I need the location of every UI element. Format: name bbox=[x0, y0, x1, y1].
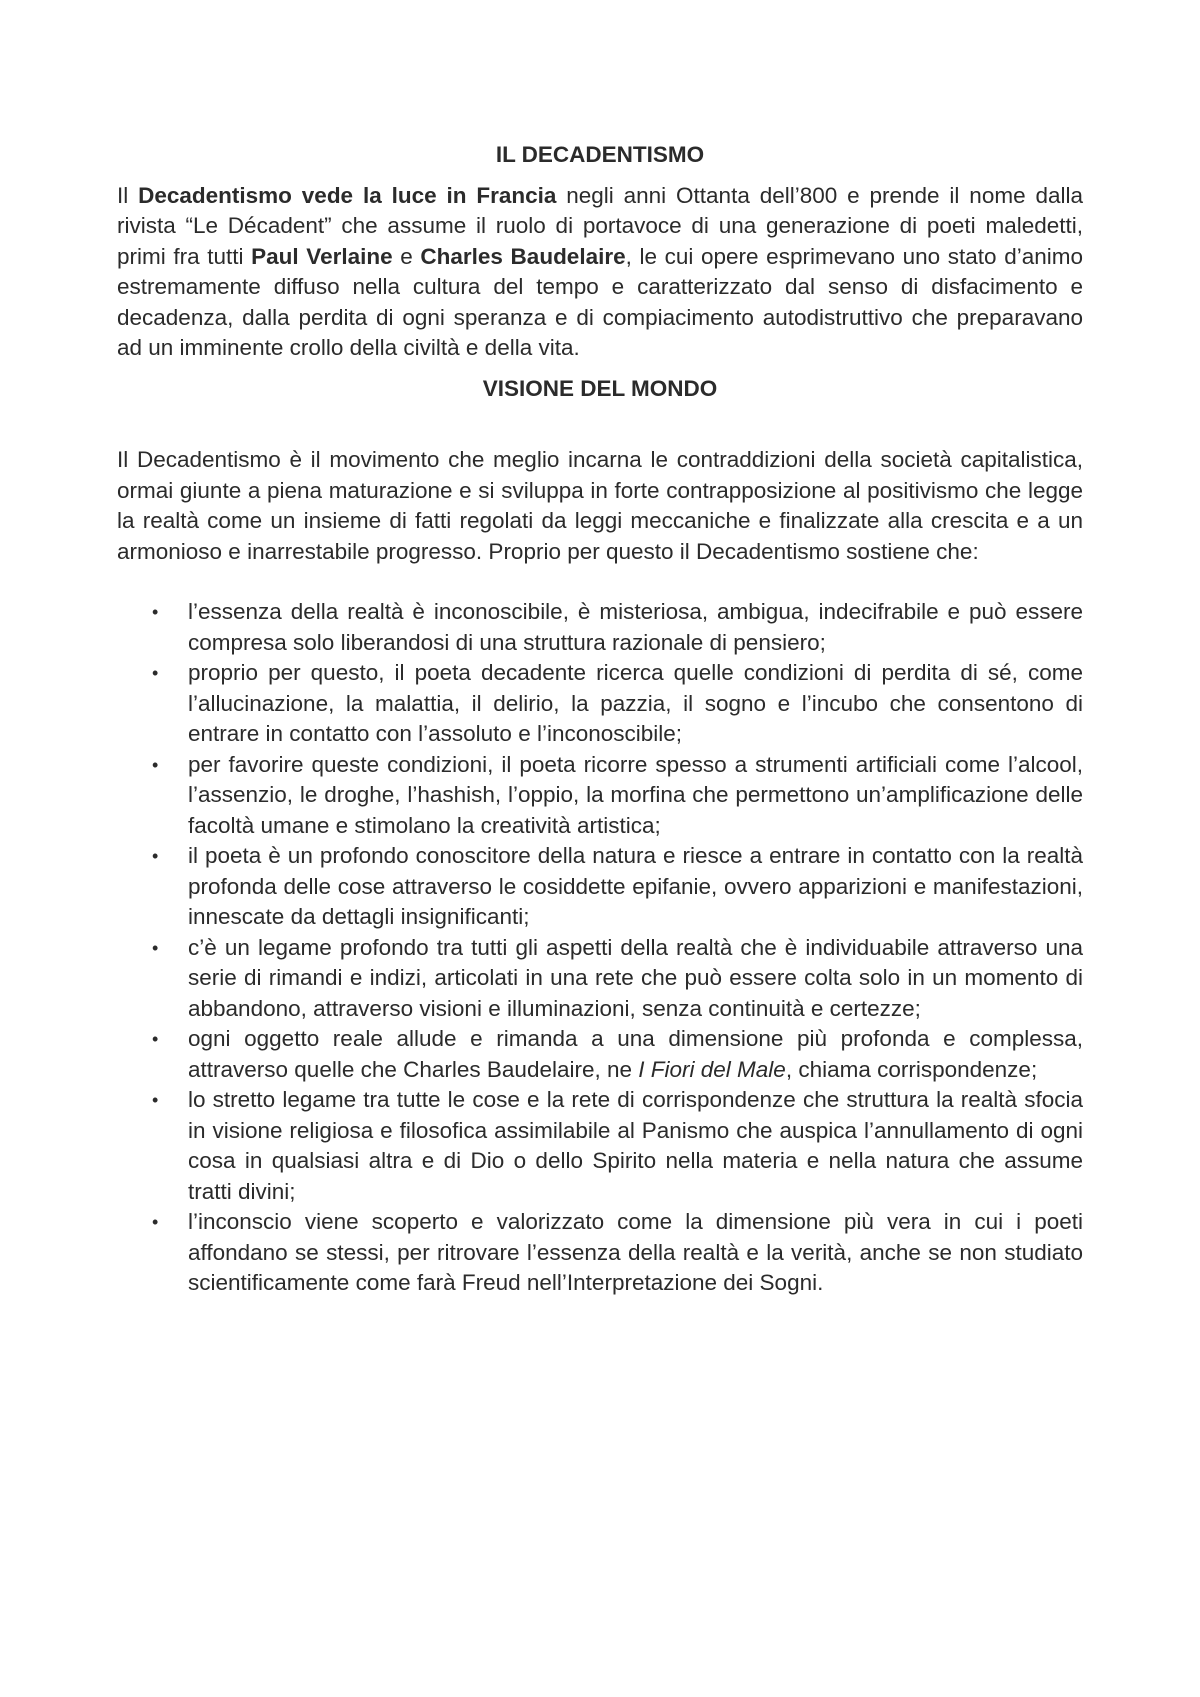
section-paragraph: Il Decadentismo è il movimento che meglio incarna le contraddizioni della società capitalistica, ormai giunte a piena maturazione e si sviluppa in forte contrapposizione al positivismo che legge la realtà come un insieme di fatti regolati da leggi meccaniche e finalizzate alla crescita e a un armonioso e inarrestabile progresso. Proprio per questo il Decadentismo sostiene che: bbox=[117, 447, 1083, 564]
list-item-text: c’è un legame profondo tra tutti gli aspetti della realtà che è individuabile attraverso una serie di rimandi e indizi, articolati in una rete che può essere colta solo in un momento di abbandono, attraverso visioni e illuminazioni, senza continuità e certezze; bbox=[188, 934, 1083, 1021]
intro-text-1: Il bbox=[117, 182, 139, 208]
list-item bbox=[117, 933, 1083, 1025]
document-page bbox=[117, 140, 1083, 1299]
bullet-icon: • bbox=[152, 663, 159, 683]
list-item-text: proprio per questo, il poeta decadente ricerca quelle condizioni di perdita di sé, come l’allucinazione, la malattia, il delirio, la pazzia, il sogno e l’incubo che consentono di entrare in contatto con l’assoluto e l’inconoscibile; bbox=[188, 660, 1083, 746]
intro-text-2: negli anni Ottanta dell’800 e prende il nome dalla rivista “Le Décadent” che assume il ruolo di portavoce di una generazione di poeti maledetti, primi fra tutti bbox=[117, 182, 1083, 269]
intro-bold-baudelaire: Charles Baudelaire bbox=[420, 243, 626, 269]
list-item-text-pre: ogni oggetto reale allude e rimanda a una dimensione più profonda e complessa, attraverso quelle che Charles Baudelaire, ne bbox=[188, 1026, 1083, 1082]
bullet-list bbox=[117, 597, 1083, 1299]
list-item bbox=[117, 1024, 1083, 1085]
list-item bbox=[117, 597, 1083, 658]
bullet-icon: • bbox=[152, 754, 159, 775]
bullet-icon: • bbox=[152, 1029, 159, 1049]
list-item bbox=[117, 1085, 1083, 1207]
intro-bold-1: Decadentismo vede la luce in Francia bbox=[138, 182, 557, 208]
list-item bbox=[117, 1207, 1083, 1299]
list-item bbox=[117, 841, 1083, 933]
bullet-icon: • bbox=[152, 1090, 159, 1110]
intro-text-3: e bbox=[392, 243, 421, 269]
list-item-text: l’essenza della realtà è inconoscibile, è misteriosa, ambigua, indecifrabile e può essere compresa solo liberandosi di una struttura razionale di pensiero; bbox=[188, 599, 1083, 655]
intro-bold-verlaine: Paul Verlaine bbox=[251, 243, 393, 269]
bullet-icon: • bbox=[152, 602, 159, 622]
intro-text-4: , le cui opere esprimevano uno stato d’animo estremamente diffuso nella cultura del tempo e caratterizzato dal senso di disfacimento e decadenza, dalla perdita di ogni speranza e di compiacimento autodistruttivo che preparavano ad un imminente crollo della civiltà e della vita. bbox=[117, 243, 1083, 360]
list-item-text: il poeta è un profondo conoscitore della natura e riesce a entrare in contatto con la realtà profonda delle cose attraverso le cosiddette epifanie, ovvero apparizioni e manifestazioni, innescate da dettagli insignificanti; bbox=[188, 843, 1083, 929]
list-item-text-post: , chiama corrispondenze; bbox=[785, 1056, 1038, 1082]
section-title: VISIONE DEL MONDO bbox=[482, 375, 718, 401]
bullet-icon: • bbox=[152, 937, 159, 958]
document-title: IL DECADENTISMO bbox=[495, 142, 705, 167]
list-item bbox=[117, 750, 1083, 842]
book-title-italic: I Fiori del Male bbox=[638, 1056, 786, 1082]
list-item-text: lo stretto legame tra tutte le cose e la rete di corrispondenze che struttura la realtà sfocia in visione religiosa e filosofica assimilabile al Panismo che auspica l’annullamento di ogni cosa in qualsiasi altra e di Dio o dello Spirito nella materia e nella natura che assume tratti divini; bbox=[188, 1087, 1083, 1204]
intro-paragraph bbox=[117, 181, 1083, 364]
bullet-icon: • bbox=[152, 846, 159, 866]
list-item-text: l’inconscio viene scoperto e valorizzato come la dimensione più vera in cui i poeti affondano se stessi, per ritrovare l’essenza della realtà e la verità, anche se non studiato scientificamente come farà Freud nell’Interpretazione dei Sogni. bbox=[188, 1209, 1083, 1295]
bullet-icon: • bbox=[152, 1212, 159, 1232]
list-item-text: per favorire queste condizioni, il poeta ricorre spesso a strumenti artificiali come l’alcool, l’assenzio, le droghe, l’hashish, l’oppio, la morfina che permettono un’amplificazione delle facoltà umane e stimolano la creatività artistica; bbox=[188, 751, 1083, 838]
list-item bbox=[117, 658, 1083, 750]
